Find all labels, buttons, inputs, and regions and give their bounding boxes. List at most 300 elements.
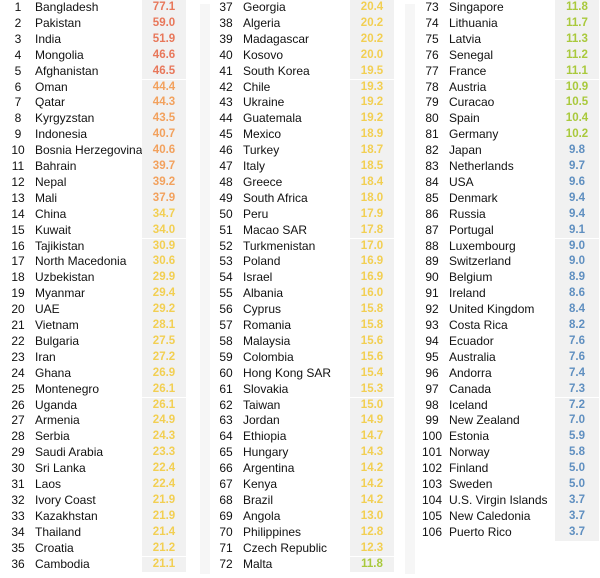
- rank-cell: 73: [425, 0, 439, 14]
- country-cell: USA: [449, 174, 474, 189]
- country-cell: Cyprus: [243, 302, 282, 317]
- value-cell: 7.6: [555, 350, 599, 366]
- rank-cell: 18: [11, 270, 25, 285]
- rank-cell: 106: [421, 524, 443, 539]
- value-cell: 16.9: [350, 254, 394, 270]
- country-cell: Colombia: [243, 349, 294, 364]
- rank-cell: 11: [11, 159, 25, 173]
- value-cell: 11.3: [555, 32, 599, 48]
- rank-cell: 32: [11, 492, 25, 507]
- rank-cell: 48: [219, 174, 233, 189]
- country-cell: Vietnam: [35, 318, 79, 332]
- country-cell: Ukraine: [243, 95, 285, 110]
- rank-cell: 85: [425, 190, 439, 205]
- value-cell: 22.4: [142, 477, 186, 493]
- rank-cell: 79: [425, 95, 439, 110]
- value-cell: 17.0: [350, 239, 394, 255]
- rank-cell: 6: [14, 79, 22, 94]
- rank-cell: 9: [14, 127, 22, 142]
- rank-cell: 3: [14, 31, 22, 46]
- value-cell: 7.2: [555, 398, 599, 414]
- country-cell: Ecuador: [449, 333, 494, 348]
- country-cell: Nepal: [35, 174, 67, 189]
- rank-cell: 51: [219, 222, 233, 237]
- rank-cell: 83: [425, 159, 439, 173]
- country-cell: Ghana: [35, 365, 72, 380]
- value-cell: 44.4: [142, 80, 186, 96]
- value-cell: 20.4: [350, 0, 394, 16]
- value-cell: 21.9: [142, 509, 186, 525]
- value-cell: 15.3: [350, 382, 394, 398]
- rank-cell: 19: [11, 286, 25, 301]
- value-cell: 11.1: [555, 64, 599, 80]
- country-cell: Singapore: [449, 0, 504, 14]
- value-cell: 7.0: [555, 413, 599, 429]
- rank-cell: 5: [14, 63, 22, 78]
- value-cell: 24.3: [142, 429, 186, 445]
- value-cell: 34.0: [142, 223, 186, 239]
- rank-cell: 42: [219, 79, 233, 94]
- rank-cell: 80: [425, 111, 439, 126]
- rank-cell: 102: [421, 461, 443, 476]
- country-cell: New Zealand: [449, 413, 520, 428]
- rank-cell: 52: [219, 238, 233, 253]
- country-cell: Japan: [449, 143, 482, 158]
- country-cell: Pakistan: [35, 15, 82, 30]
- rank-cell: 100: [421, 429, 443, 444]
- country-cell: India: [35, 31, 62, 46]
- country-cell: Croatia: [35, 540, 74, 555]
- value-cell: 14.2: [350, 477, 394, 493]
- value-cell: 16.0: [350, 286, 394, 302]
- rank-cell: 2: [14, 15, 22, 30]
- value-cell: 27.5: [142, 334, 186, 350]
- rank-cell: 54: [219, 270, 233, 285]
- country-cell: Uzbekistan: [35, 270, 95, 285]
- value-cell: 17.9: [350, 207, 394, 223]
- country-cell: Puerto Rico: [449, 524, 512, 539]
- rank-cell: 41: [219, 63, 233, 78]
- value-cell: 30.6: [142, 254, 186, 270]
- country-cell: Albania: [243, 286, 284, 301]
- rank-cell: 23: [11, 349, 25, 364]
- rank-cell: 35: [11, 540, 25, 555]
- country-cell: Indonesia: [35, 127, 88, 142]
- country-cell: Mali: [35, 190, 58, 205]
- country-cell: Senegal: [449, 47, 494, 62]
- country-cell: Curacao: [449, 95, 495, 110]
- country-cell: Portugal: [449, 222, 494, 237]
- value-cell: 7.4: [555, 366, 599, 382]
- rank-cell: 44: [219, 111, 233, 126]
- rank-cell: 99: [425, 413, 439, 428]
- value-cell: 9.0: [555, 239, 599, 255]
- value-cell: 14.7: [350, 429, 394, 445]
- rank-cell: 97: [425, 381, 439, 396]
- country-cell: Brazil: [243, 492, 274, 507]
- value-cell: 18.5: [350, 159, 394, 175]
- rank-cell: 1: [14, 0, 22, 14]
- rank-cell: 87: [425, 222, 439, 237]
- country-cell: Kyrgyzstan: [35, 111, 95, 126]
- value-cell: 21.4: [142, 525, 186, 541]
- value-cell: 10.9: [555, 80, 599, 96]
- value-cell: 18.4: [350, 175, 394, 191]
- value-cell: 40.7: [142, 127, 186, 143]
- rank-cell: 27: [11, 413, 25, 428]
- value-cell: 19.2: [350, 95, 394, 111]
- value-cell: 15.8: [350, 302, 394, 318]
- value-cell: 9.0: [555, 254, 599, 270]
- rank-cell: 81: [425, 127, 439, 142]
- value-cell: 9.1: [555, 223, 599, 239]
- rank-cell: 84: [425, 174, 439, 189]
- column-separator: [200, 4, 210, 574]
- value-cell: 3.7: [555, 525, 599, 541]
- value-cell: 12.8: [350, 525, 394, 541]
- value-cell: 24.9: [142, 413, 186, 429]
- country-cell: Oman: [35, 79, 68, 94]
- country-cell: Andorra: [449, 365, 492, 380]
- country-cell: Saudi Arabia: [35, 445, 104, 460]
- value-cell: 14.3: [350, 445, 394, 461]
- value-cell: 19.2: [350, 111, 394, 127]
- rank-cell: 16: [11, 238, 25, 253]
- rank-cell: 74: [425, 15, 439, 30]
- value-cell: 9.8: [555, 143, 599, 159]
- value-cell: 18.7: [350, 143, 394, 159]
- country-cell: Bahrain: [35, 159, 77, 173]
- country-cell: Guatemala: [243, 111, 302, 126]
- rank-cell: 62: [219, 397, 233, 412]
- value-cell: 34.7: [142, 207, 186, 223]
- value-cell: 8.2: [555, 318, 599, 334]
- country-cell: Philippines: [243, 524, 302, 539]
- country-cell: Bosnia Herzegovina: [35, 143, 143, 158]
- value-cell: 9.4: [555, 207, 599, 223]
- rank-cell: 20: [11, 302, 25, 317]
- country-cell: Mexico: [243, 127, 282, 142]
- value-cell: 8.4: [555, 302, 599, 318]
- rank-cell: 29: [11, 445, 25, 460]
- rank-cell: 70: [219, 524, 233, 539]
- value-cell: 3.7: [555, 509, 599, 525]
- country-cell: Kosovo: [243, 47, 284, 62]
- country-cell: Poland: [243, 254, 281, 269]
- country-cell: Netherlands: [449, 159, 514, 173]
- country-cell: Thailand: [35, 524, 82, 539]
- country-cell: Belgium: [449, 270, 493, 285]
- value-cell: 11.7: [555, 16, 599, 32]
- rank-cell: 77: [425, 63, 439, 78]
- value-cell: 21.2: [142, 541, 186, 557]
- rank-cell: 60: [219, 365, 233, 380]
- country-cell: Cambodia: [35, 556, 90, 571]
- rank-cell: 30: [11, 461, 25, 476]
- rank-cell: 7: [14, 95, 22, 110]
- rank-cell: 10: [11, 143, 25, 158]
- country-cell: South Africa: [243, 190, 308, 205]
- country-cell: Chile: [243, 79, 271, 94]
- rank-cell: 45: [219, 127, 233, 142]
- country-cell: U.S. Virgin Islands: [449, 492, 548, 507]
- value-cell: 20.2: [350, 32, 394, 48]
- rank-cell: 57: [219, 318, 233, 332]
- rank-cell: 103: [421, 477, 443, 491]
- rank-cell: 75: [425, 31, 439, 46]
- country-cell: UAE: [35, 302, 60, 317]
- rank-cell: 13: [11, 190, 25, 205]
- rank-cell: 26: [11, 397, 25, 412]
- rank-cell: 25: [11, 381, 25, 396]
- rank-cell: 21: [11, 318, 25, 332]
- rank-cell: 68: [219, 492, 233, 507]
- value-cell: 10.4: [555, 111, 599, 127]
- value-cell: 9.4: [555, 191, 599, 207]
- rank-cell: 95: [425, 349, 439, 364]
- value-cell: 10.5: [555, 95, 599, 111]
- value-cell: 19.3: [350, 80, 394, 96]
- value-cell: 11.8: [350, 557, 394, 573]
- country-cell: Algeria: [243, 15, 281, 30]
- value-cell: 29.2: [142, 302, 186, 318]
- value-cell: 14.2: [350, 493, 394, 509]
- country-cell: Angola: [243, 508, 281, 523]
- rank-cell: 17: [11, 254, 25, 269]
- value-cell: 5.8: [555, 445, 599, 461]
- country-cell: France: [449, 63, 487, 78]
- country-cell: Hungary: [243, 445, 289, 460]
- value-cell: 13.0: [350, 509, 394, 525]
- value-cell: 43.5: [142, 111, 186, 127]
- country-cell: Canada: [449, 381, 492, 396]
- country-cell: New Caledonia: [449, 508, 531, 523]
- value-cell: 17.8: [350, 223, 394, 239]
- country-cell: Bulgaria: [35, 333, 80, 348]
- value-cell: 40.6: [142, 143, 186, 159]
- country-cell: Turkey: [243, 143, 280, 158]
- rank-cell: 90: [425, 270, 439, 285]
- country-cell: Malta: [243, 556, 273, 571]
- value-cell: 11.8: [555, 0, 599, 16]
- country-cell: Malaysia: [243, 333, 291, 348]
- country-cell: Costa Rica: [449, 318, 508, 332]
- rank-cell: 92: [425, 302, 439, 317]
- value-cell: 77.1: [142, 0, 186, 16]
- rank-cell: 98: [425, 397, 439, 412]
- value-cell: 15.8: [350, 318, 394, 334]
- country-cell: Spain: [449, 111, 480, 126]
- rank-cell: 86: [425, 206, 439, 221]
- country-cell: Finland: [449, 461, 489, 476]
- value-cell: 20.0: [350, 48, 394, 64]
- rank-cell: 28: [11, 429, 25, 444]
- country-cell: Macao SAR: [243, 222, 308, 237]
- country-cell: Laos: [35, 477, 62, 491]
- rank-cell: 89: [425, 254, 439, 269]
- rank-cell: 15: [11, 222, 25, 237]
- country-cell: Georgia: [243, 0, 286, 14]
- country-cell: Czech Republic: [243, 540, 328, 555]
- value-cell: 19.5: [350, 64, 394, 80]
- rank-cell: 22: [11, 333, 25, 348]
- rank-cell: 66: [219, 461, 233, 476]
- value-cell: 21.1: [142, 557, 186, 573]
- rank-cell: 69: [219, 508, 233, 523]
- country-cell: Kazakhstan: [35, 508, 98, 523]
- rank-cell: 40: [219, 47, 233, 62]
- rank-cell: 61: [219, 381, 233, 396]
- country-cell: Kuwait: [35, 222, 72, 237]
- country-cell: China: [35, 206, 67, 221]
- country-cell: Madagascar: [243, 31, 310, 46]
- value-cell: 26.1: [142, 398, 186, 414]
- rank-cell: 78: [425, 79, 439, 94]
- value-cell: 3.7: [555, 493, 599, 509]
- value-cell: 15.4: [350, 366, 394, 382]
- rank-cell: 33: [11, 508, 25, 523]
- country-cell: Sweden: [449, 477, 493, 491]
- country-cell: Argentina: [243, 461, 295, 476]
- rank-cell: 38: [219, 15, 233, 30]
- rank-cell: 14: [11, 206, 25, 221]
- value-cell: 22.4: [142, 461, 186, 477]
- rank-cell: 36: [11, 556, 25, 571]
- country-cell: South Korea: [243, 63, 310, 78]
- country-cell: Bangladesh: [35, 0, 99, 14]
- value-cell: 27.2: [142, 350, 186, 366]
- country-cell: Kenya: [243, 477, 278, 491]
- country-cell: Tajikistan: [35, 238, 85, 253]
- value-cell: 9.7: [555, 159, 599, 175]
- value-cell: 30.9: [142, 239, 186, 255]
- rank-cell: 71: [219, 540, 233, 555]
- country-cell: Iceland: [449, 397, 488, 412]
- country-cell: Serbia: [35, 429, 70, 444]
- country-cell: Sri Lanka: [35, 461, 86, 476]
- rank-cell: 34: [11, 524, 25, 539]
- rank-cell: 46: [219, 143, 233, 158]
- rank-cell: 105: [421, 508, 443, 523]
- country-cell: Israel: [243, 270, 273, 285]
- rank-cell: 50: [219, 206, 233, 221]
- rank-cell: 76: [425, 47, 439, 62]
- country-cell: Romania: [243, 318, 292, 332]
- rank-cell: 82: [425, 143, 439, 158]
- rank-cell: 53: [219, 254, 233, 269]
- country-cell: Turkmenistan: [243, 238, 316, 253]
- country-cell: Afghanistan: [35, 63, 99, 78]
- country-cell: Germany: [449, 127, 499, 142]
- value-cell: 21.9: [142, 493, 186, 509]
- country-cell: Qatar: [35, 95, 66, 110]
- value-cell: 39.7: [142, 159, 186, 175]
- country-cell: Slovakia: [243, 381, 289, 396]
- country-cell: Luxembourg: [449, 238, 516, 253]
- value-cell: 26.1: [142, 382, 186, 398]
- value-cell: 44.3: [142, 95, 186, 111]
- rank-cell: 63: [219, 413, 233, 428]
- rank-cell: 88: [425, 238, 439, 253]
- value-cell: 59.0: [142, 16, 186, 32]
- country-cell: Latvia: [449, 31, 482, 46]
- rank-cell: 56: [219, 302, 233, 317]
- country-cell: Taiwan: [243, 397, 281, 412]
- country-cell: Italy: [243, 159, 266, 173]
- country-cell: Uganda: [35, 397, 78, 412]
- value-cell: 16.9: [350, 270, 394, 286]
- country-cell: Armenia: [35, 413, 80, 428]
- value-cell: 10.2: [555, 127, 599, 143]
- value-cell: 51.9: [142, 32, 186, 48]
- value-cell: 29.4: [142, 286, 186, 302]
- rank-cell: 58: [219, 333, 233, 348]
- country-cell: Iran: [35, 349, 56, 364]
- value-cell: 14.9: [350, 413, 394, 429]
- value-cell: 8.6: [555, 286, 599, 302]
- country-cell: Ethiopia: [243, 429, 287, 444]
- rank-cell: 65: [219, 445, 233, 460]
- value-cell: 7.3: [555, 382, 599, 398]
- value-cell: 11.2: [555, 48, 599, 64]
- rank-cell: 59: [219, 349, 233, 364]
- value-cell: 39.2: [142, 175, 186, 191]
- value-cell: 18.9: [350, 127, 394, 143]
- value-cell: 14.2: [350, 461, 394, 477]
- value-cell: 29.9: [142, 270, 186, 286]
- value-cell: 26.9: [142, 366, 186, 382]
- rank-cell: 101: [421, 445, 443, 460]
- country-cell: Denmark: [449, 190, 498, 205]
- value-cell: 18.0: [350, 191, 394, 207]
- rank-cell: 104: [421, 492, 443, 507]
- value-cell: 5.0: [555, 477, 599, 493]
- country-cell: Myanmar: [35, 286, 86, 301]
- value-cell: 20.2: [350, 16, 394, 32]
- value-cell: 9.6: [555, 175, 599, 191]
- country-cell: Austria: [449, 79, 487, 94]
- value-cell: 15.6: [350, 350, 394, 366]
- country-cell: Greece: [243, 174, 283, 189]
- value-cell: 28.1: [142, 318, 186, 334]
- country-cell: Ireland: [449, 286, 486, 301]
- country-cell: Montenegro: [35, 381, 100, 396]
- rank-cell: 94: [425, 333, 439, 348]
- country-cell: Hong Kong SAR: [243, 365, 332, 380]
- country-cell: Estonia: [449, 429, 490, 444]
- rank-cell: 31: [11, 477, 25, 491]
- value-cell: 15.6: [350, 334, 394, 350]
- rank-cell: 12: [11, 174, 25, 189]
- country-cell: Australia: [449, 349, 496, 364]
- rank-cell: 64: [219, 429, 233, 444]
- value-cell: 8.9: [555, 270, 599, 286]
- value-cell: 12.3: [350, 541, 394, 557]
- value-cell: 23.3: [142, 445, 186, 461]
- country-cell: North Macedonia: [35, 254, 127, 269]
- value-cell: 5.0: [555, 461, 599, 477]
- rank-cell: 4: [14, 47, 22, 62]
- rank-cell: 47: [219, 159, 233, 173]
- country-cell: Jordan: [243, 413, 280, 428]
- country-cell: Switzerland: [449, 254, 512, 269]
- country-cell: Russia: [449, 206, 486, 221]
- rank-cell: 96: [425, 365, 439, 380]
- value-cell: 7.6: [555, 334, 599, 350]
- value-cell: 15.0: [350, 398, 394, 414]
- rank-cell: 8: [14, 111, 22, 126]
- country-cell: Ivory Coast: [35, 492, 96, 507]
